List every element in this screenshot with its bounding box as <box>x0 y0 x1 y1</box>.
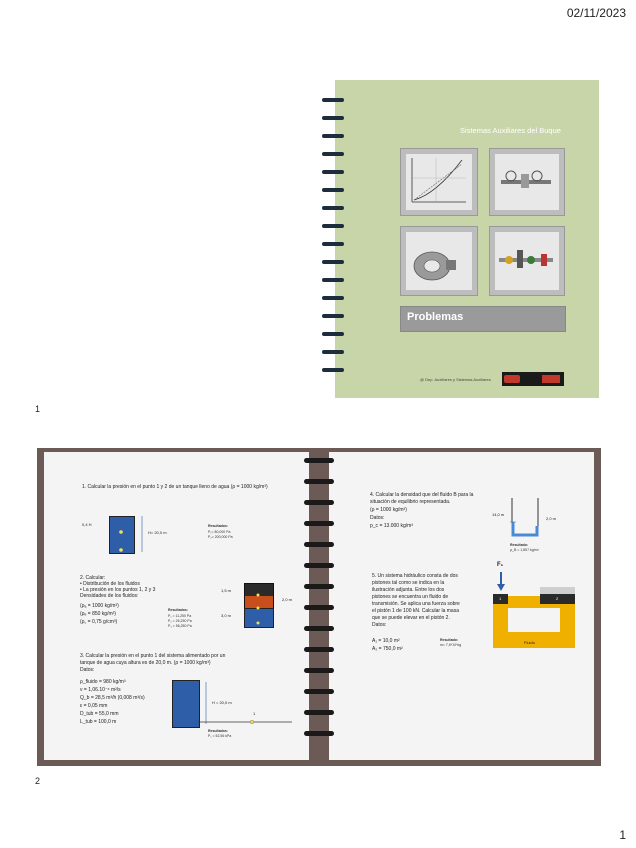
problem-3-label-h: H = 20,0 m <box>212 700 232 705</box>
slide-1 <box>0 0 636 420</box>
spiral-ring <box>304 500 334 505</box>
problem-5-text-5: transmisión. Se aplica una fuerza sobre <box>372 601 460 607</box>
problem-2-result-title: Resultados: <box>168 608 189 612</box>
spiral-ring <box>322 206 344 210</box>
problem-5-text-3: ilustración adjunta. Entre los dos <box>372 587 445 593</box>
cover-credit: @ Dep. Auxiliares y Sistemas Auxiliares <box>420 377 491 382</box>
problem-2-density-2: (ρₑ = 850 kg/m³) <box>80 611 116 617</box>
flange-icon <box>406 232 470 288</box>
spiral-ring <box>304 584 334 589</box>
problem-2-result-2: P₂ = 26,250 Pa <box>168 619 192 623</box>
spiral-ring <box>322 188 344 192</box>
problem-5-data-2: A₂ = 750,0 m² <box>372 646 403 652</box>
spiral-ring <box>304 458 334 463</box>
problem-5-text-2: pistones tal como se indica en la <box>372 580 445 586</box>
problem-3-data-4: ε = 0,05 mm <box>80 703 108 709</box>
problem-1-label-h: H= 20,0 m <box>148 530 167 535</box>
spiral-ring <box>304 521 334 526</box>
problem-3-data-6: L_tub = 100,0 m <box>80 719 117 725</box>
spiral-ring <box>322 278 344 282</box>
problem-3-data-title: Datos: <box>80 667 95 673</box>
spiral-ring <box>304 710 334 715</box>
problem-5-fluid-gap <box>508 608 560 632</box>
problem-4-text-2: situación de equilibrio representada. <box>370 499 451 505</box>
problem-1-label-left: 0,4 H <box>82 522 92 527</box>
problem-3-text-1: 3. Calcular la presión en el punto 1 del sistema alimentado por un <box>80 653 226 659</box>
cover-image-valves <box>489 226 565 296</box>
problem-4-result-title: Resultado: <box>510 543 529 547</box>
problem-5-result-title: Resultado: <box>440 638 459 642</box>
spiral-ring <box>322 152 344 156</box>
cover-section-text: Problemas <box>407 311 464 323</box>
problem-5-piston-2-label: 2 <box>556 596 559 601</box>
slide-number-1: 1 <box>35 404 41 414</box>
problem-5-text-7: que se puede elevar en el pistón 2. <box>372 615 450 621</box>
problem-5-fluid-label: Fluido <box>524 640 535 645</box>
problem-5-text-4: pistones se encuentra un fluido de <box>372 594 449 600</box>
spiral-ring <box>304 563 334 568</box>
problem-5-force-arrow-icon <box>496 572 506 592</box>
problem-5-piston-2-cap <box>540 587 575 594</box>
problem-2-result-3: P₃ = 56,250 Pa <box>168 624 192 628</box>
spiral-ring <box>304 626 334 631</box>
problem-4-data-2: p_c = 13.000 kg/m³ <box>370 523 413 529</box>
slide-number-2: 2 <box>35 776 41 786</box>
problem-2-bullet-1: • Distribución de los fluidos <box>80 581 140 587</box>
problem-4-u-tube <box>508 496 544 542</box>
problem-5-force-label: F₁ <box>497 562 504 568</box>
problem-2-densities-title: Densidades de los fluidos: <box>80 593 139 599</box>
pipe-system-icon <box>495 154 557 208</box>
problem-2-label-1: 1,5 m <box>221 588 232 593</box>
cover-section-label <box>400 306 566 332</box>
problem-2-density-3: (ρ꜀ = 0,75 g/cm³) <box>80 619 118 625</box>
university-logo <box>502 372 564 386</box>
spiral-ring <box>304 689 334 694</box>
cover-image-flange <box>400 226 478 296</box>
spiral-ring <box>304 479 334 484</box>
problem-2-markers <box>244 583 272 627</box>
problem-2-density-1: (ρₐ = 1000 kg/m³) <box>80 603 119 609</box>
cover-title: Sistemas Auxiliares del Buque <box>460 126 561 135</box>
problem-3-point-label: 1 <box>253 711 256 716</box>
spiral-ring <box>304 542 334 547</box>
problem-2-bullet-2: • La presión en los puntos 1, 2 y 3 <box>80 587 156 593</box>
problem-5-data-title: Datos: <box>372 622 387 628</box>
problem-2-title: 2. Calcular: <box>80 575 106 581</box>
spiral-ring <box>322 314 344 318</box>
spiral-ring <box>322 368 344 372</box>
problem-5-result-1: m= 7,6*10⁶kg <box>440 643 462 647</box>
spiral-ring <box>322 224 344 228</box>
problem-3-data-3: Q_b = 28,5 m³/h (0,008 m³/s) <box>80 695 145 701</box>
header-date: 02/11/2023 <box>566 6 626 20</box>
spiral-ring <box>322 98 344 102</box>
spiral-ring <box>322 116 344 120</box>
problem-1-result-2: P₂= 200,000 Pa <box>208 535 233 539</box>
problem-1-text: 1. Calcular la presión en el punto 1 y 2 de un tanque lleno de agua (ρ = 1000 kg/m³) <box>82 484 268 490</box>
spiral-ring <box>322 170 344 174</box>
problem-3-data-1: ρ_fluido = 980 kg/m³ <box>80 679 126 685</box>
spiral-ring <box>322 260 344 264</box>
problem-5-data-1: A₁ = 10,0 m² <box>372 638 400 644</box>
problem-3-text-2: tanque de agua cuya altura es de 20,0 m. (ρ = 1000 kg/m³) <box>80 660 211 666</box>
problem-1-result-1: P₁= 80,000 Pa <box>208 530 231 534</box>
problem-4-data-1: (ρ = 1000 kg/m³) <box>370 507 407 513</box>
spiral-ring <box>304 647 334 652</box>
problem-4-data-title: Datos: <box>370 515 385 521</box>
spiral-ring <box>304 668 334 673</box>
spiral-ring <box>322 296 344 300</box>
spiral-ring <box>322 350 344 354</box>
problem-4-result-1: ρ_B = 1,857 kg/m³ <box>510 548 539 552</box>
valve-icon <box>495 232 557 288</box>
spiral-ring <box>304 605 334 610</box>
problem-3-result-1: P₁ = 52,56 kPa <box>208 734 232 738</box>
problem-2-label-2: 3,0 m <box>221 613 232 618</box>
problem-4-label-1: 14,0 m <box>492 512 505 517</box>
cover-image-pipe-system <box>489 148 565 216</box>
problem-4-text-1: 4. Calcular la densidad que del fluido B para la <box>370 492 474 498</box>
spiral-ring <box>322 332 344 336</box>
problem-5-text-6: el pistón 1 de 100 kN. Calcular la masa <box>372 608 459 614</box>
problem-4-label-2: 2,0 m <box>546 516 557 521</box>
problem-3-result-title: Resultados: <box>208 729 229 733</box>
problem-1-result-title: Resultados: <box>208 524 229 528</box>
graph-icon <box>406 154 470 208</box>
spiral-ring <box>304 731 334 736</box>
spiral-ring <box>322 242 344 246</box>
problem-5-text-1: 5. Un sistema hidráulico consta de dos <box>372 573 458 579</box>
problem-3-pipe <box>196 680 296 730</box>
problem-3-data-5: D_tub = 55,0 mm <box>80 711 119 717</box>
page-number: 1 <box>619 828 626 842</box>
problem-2-label-3: 2,0 m <box>282 597 293 602</box>
problem-3-data-2: ν = 1,06.10⁻⁶ m²/s <box>80 687 121 693</box>
cover-image-graph <box>400 148 478 216</box>
problem-2-result-1: P₁ = 11,250 Pa <box>168 614 192 618</box>
spiral-ring <box>322 134 344 138</box>
problem-5-piston-1-label: 1 <box>499 596 502 601</box>
